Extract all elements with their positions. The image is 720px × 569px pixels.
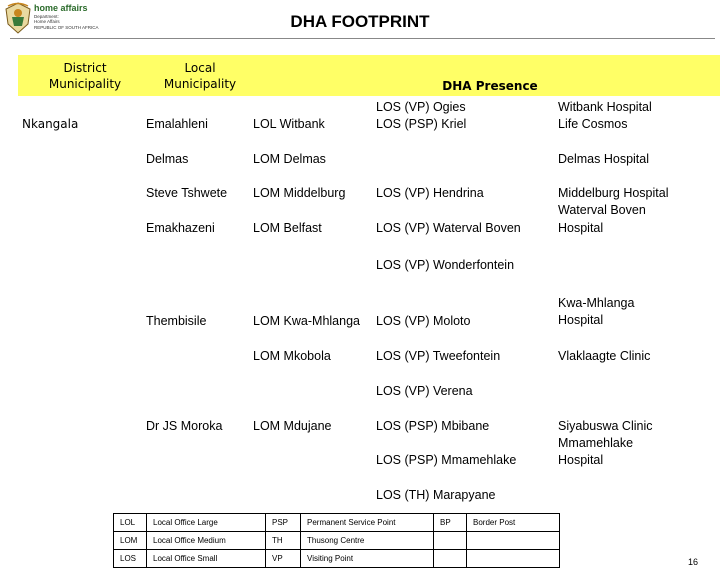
other-kwa-mhlanga: Kwa-Mhlanga	[558, 296, 635, 310]
logo-line3: Home Affairs	[34, 19, 60, 24]
legend-row	[114, 514, 560, 532]
other-waterval-hospital: Hospital	[558, 221, 604, 235]
office-mdujane: LOM Mdujane	[253, 419, 332, 433]
los-tweefontein: LOS (VP) Tweefontein	[376, 349, 501, 363]
legend-abbr: BP	[434, 514, 467, 532]
logo-title: home affairs	[34, 3, 88, 13]
legend-abbr	[434, 550, 467, 568]
legend-desc: Local Office Small	[147, 550, 266, 568]
local-emakhazeni: Emakhazeni	[146, 221, 215, 235]
legend-row	[114, 550, 560, 568]
other-kwa-mhlanga-hospital: Hospital	[558, 313, 604, 327]
local-steve-tshwete: Steve Tshwete	[146, 186, 228, 200]
other-life-cosmos: Life Cosmos	[558, 117, 628, 131]
local-emalahleni: Emalahleni	[146, 117, 208, 131]
legend-abbr: TH	[266, 532, 301, 550]
other-siyabuswa-clinic: Siyabuswa Clinic	[558, 419, 653, 433]
los-ogies: LOS (VP) Ogies	[376, 100, 466, 114]
los-mmamehlake: LOS (PSP) Mmamehlake	[376, 453, 517, 467]
legend-abbr: LOS	[114, 550, 147, 568]
header-local: Local Municipality	[163, 61, 237, 91]
legend-desc: Visiting Point	[301, 550, 434, 568]
legend-desc	[467, 550, 560, 568]
other-witbank-hospital: Witbank Hospital	[558, 100, 652, 114]
legend-desc: Local Office Medium	[147, 532, 266, 550]
other-waterval-boven: Waterval Boven	[558, 203, 646, 217]
header-district: District Municipality	[48, 61, 122, 91]
legend-desc	[467, 532, 560, 550]
legend-abbr: LOL	[114, 514, 147, 532]
legend-desc: Local Office Large	[147, 514, 266, 532]
legend-abbr: PSP	[266, 514, 301, 532]
office-mkobola: LOM Mkobola	[253, 349, 331, 363]
district-name: Nkangala	[22, 117, 79, 131]
office-witbank: LOL Witbank	[253, 117, 325, 131]
logo-line4: REPUBLIC OF SOUTH AFRICA	[34, 25, 99, 30]
los-marapyane: LOS (TH) Marapyane	[376, 488, 496, 502]
legend-desc: Border Post	[467, 514, 560, 532]
header-presence: DHA Presence	[442, 79, 538, 93]
office-kwa-mhlanga: LOM Kwa-Mhlanga	[253, 314, 360, 328]
logo-line2: Department:	[34, 14, 59, 19]
local-thembisile: Thembisile	[146, 314, 207, 328]
los-hendrina: LOS (VP) Hendrina	[376, 186, 484, 200]
local-delmas: Delmas	[146, 152, 189, 166]
office-middelburg: LOM Middelburg	[253, 186, 346, 200]
los-kriel: LOS (PSP) Kriel	[376, 117, 467, 131]
legend-row	[114, 532, 560, 550]
los-waterval-boven: LOS (VP) Waterval Boven	[376, 221, 521, 235]
other-vlaklaagte-clinic: Vlaklaagte Clinic	[558, 349, 651, 363]
los-verena: LOS (VP) Verena	[376, 384, 473, 398]
title-divider	[10, 38, 715, 39]
los-wonderfontein: LOS (VP) Wonderfontein	[376, 258, 515, 272]
legend-desc: Thusong Centre	[301, 532, 434, 550]
other-delmas-hospital: Delmas Hospital	[558, 152, 650, 166]
legend-abbr: VP	[266, 550, 301, 568]
local-dr-js-moroka: Dr JS Moroka	[146, 419, 223, 433]
legend-desc: Permanent Service Point	[301, 514, 434, 532]
other-mmamehlake: Mmamehlake	[558, 436, 634, 450]
office-delmas: LOM Delmas	[253, 152, 326, 166]
legend-abbr	[434, 532, 467, 550]
other-mmamehlake-hospital: Hospital	[558, 453, 604, 467]
other-middelburg-hospital: Middelburg Hospital	[558, 186, 669, 200]
page-title: DHA FOOTPRINT	[290, 12, 430, 31]
page-number: 16	[688, 557, 699, 567]
los-mbibane: LOS (PSP) Mbibane	[376, 419, 490, 433]
abbreviation-legend	[113, 513, 560, 568]
los-moloto: LOS (VP) Moloto	[376, 314, 471, 328]
office-belfast: LOM Belfast	[253, 221, 322, 235]
legend-abbr: LOM	[114, 532, 147, 550]
